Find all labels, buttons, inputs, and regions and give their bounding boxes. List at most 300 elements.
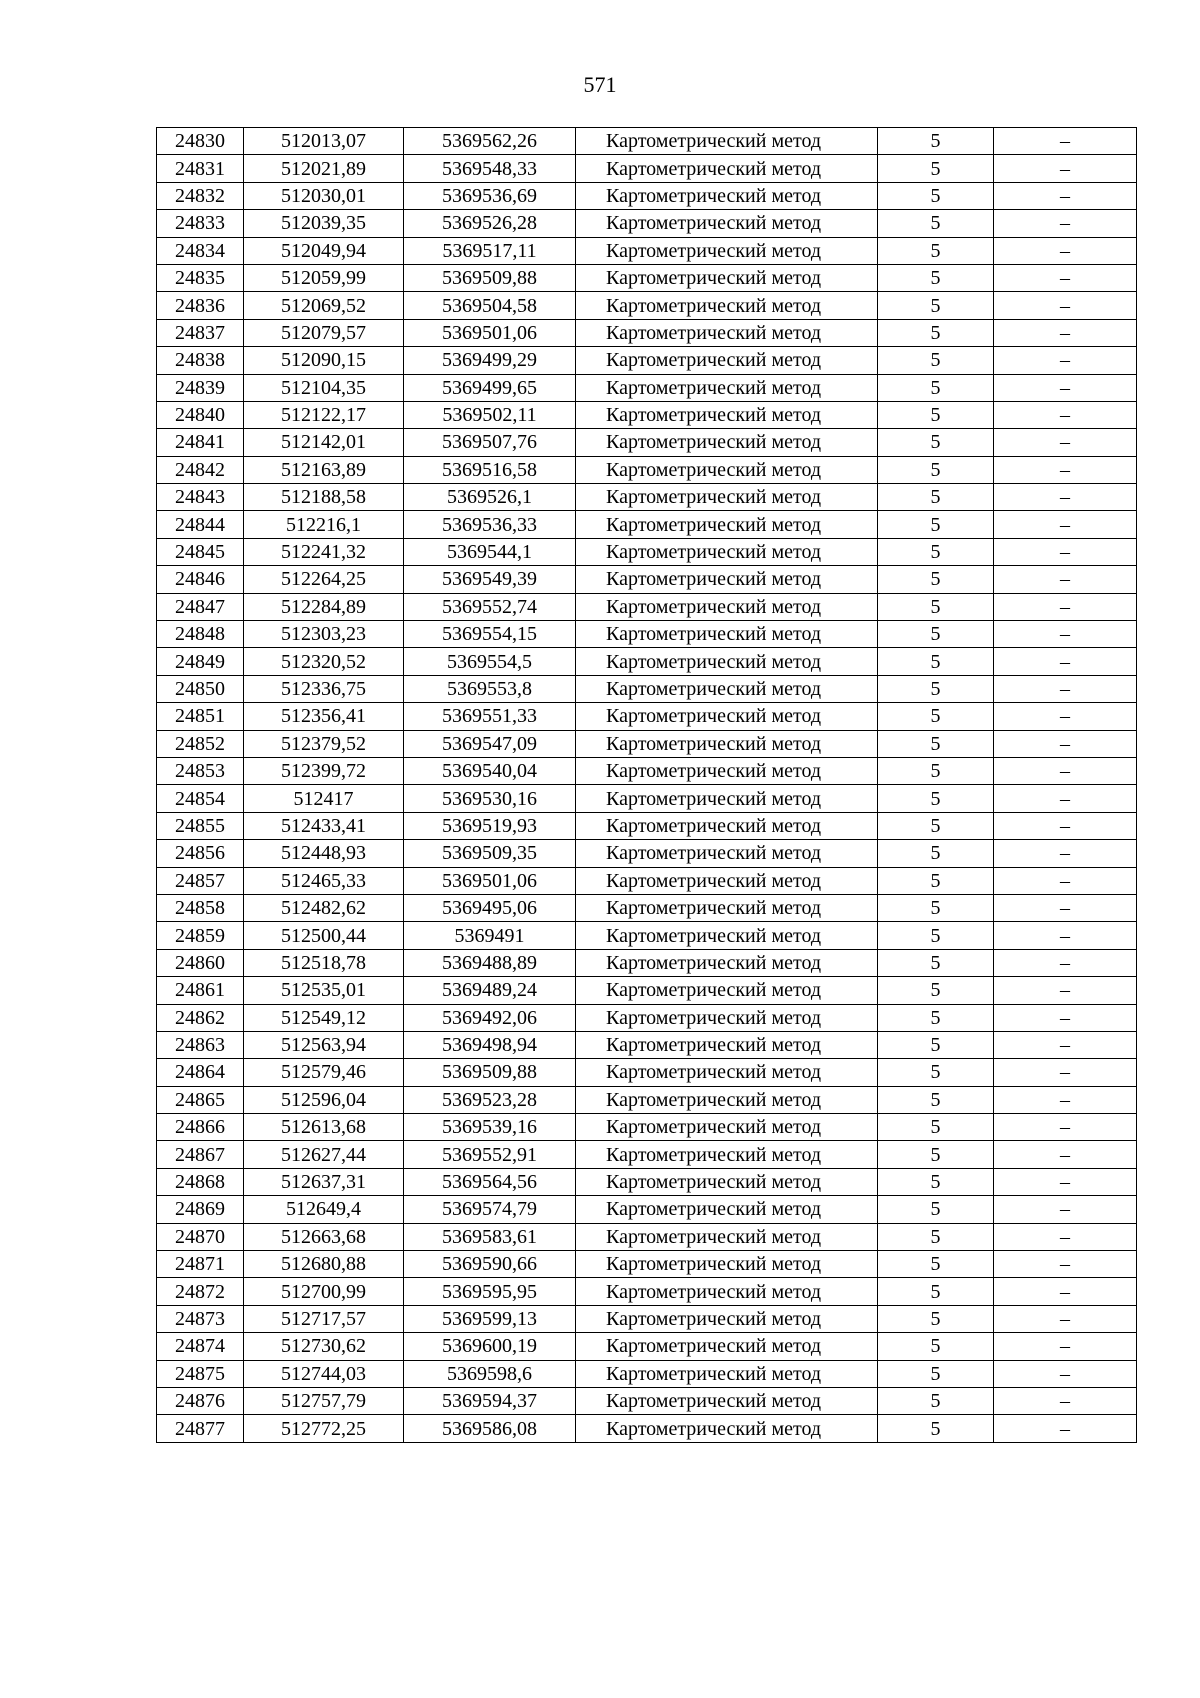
description-cell: – bbox=[994, 922, 1137, 949]
accuracy-cell: 5 bbox=[878, 1031, 994, 1058]
y-coordinate-cell: 5369552,74 bbox=[404, 593, 576, 620]
x-coordinate-cell: 512579,46 bbox=[244, 1059, 404, 1086]
point-number-cell: 24875 bbox=[157, 1360, 244, 1387]
table-row bbox=[157, 1004, 1137, 1031]
point-number-cell: 24868 bbox=[157, 1168, 244, 1195]
description-cell: – bbox=[994, 1415, 1137, 1442]
accuracy-cell: 5 bbox=[878, 1415, 994, 1442]
table-row bbox=[157, 1031, 1137, 1058]
x-coordinate-cell: 512059,99 bbox=[244, 264, 404, 291]
method-cell: Картометрический метод bbox=[576, 1415, 878, 1442]
method-cell: Картометрический метод bbox=[576, 1031, 878, 1058]
accuracy-cell: 5 bbox=[878, 1278, 994, 1305]
description-cell: – bbox=[994, 511, 1137, 538]
y-coordinate-cell: 5369539,16 bbox=[404, 1114, 576, 1141]
y-coordinate-cell: 5369554,15 bbox=[404, 621, 576, 648]
table-row bbox=[157, 1251, 1137, 1278]
description-cell: – bbox=[994, 566, 1137, 593]
point-number-cell: 24873 bbox=[157, 1305, 244, 1332]
description-cell: – bbox=[994, 949, 1137, 976]
accuracy-cell: 5 bbox=[878, 840, 994, 867]
method-cell: Картометрический метод bbox=[576, 1086, 878, 1113]
x-coordinate-cell: 512649,4 bbox=[244, 1196, 404, 1223]
y-coordinate-cell: 5369574,79 bbox=[404, 1196, 576, 1223]
table-row bbox=[157, 703, 1137, 730]
description-cell: – bbox=[994, 401, 1137, 428]
point-number-cell: 24842 bbox=[157, 456, 244, 483]
point-number-cell: 24874 bbox=[157, 1333, 244, 1360]
point-number-cell: 24838 bbox=[157, 347, 244, 374]
x-coordinate-cell: 512142,01 bbox=[244, 429, 404, 456]
point-number-cell: 24863 bbox=[157, 1031, 244, 1058]
point-number-cell: 24850 bbox=[157, 675, 244, 702]
accuracy-cell: 5 bbox=[878, 1333, 994, 1360]
method-cell: Картометрический метод bbox=[576, 648, 878, 675]
x-coordinate-cell: 512264,25 bbox=[244, 566, 404, 593]
description-cell: – bbox=[994, 374, 1137, 401]
table-row bbox=[157, 1415, 1137, 1442]
accuracy-cell: 5 bbox=[878, 155, 994, 182]
method-cell: Картометрический метод bbox=[576, 182, 878, 209]
description-cell: – bbox=[994, 757, 1137, 784]
method-cell: Картометрический метод bbox=[576, 1387, 878, 1414]
y-coordinate-cell: 5369530,16 bbox=[404, 785, 576, 812]
method-cell: Картометрический метод bbox=[576, 840, 878, 867]
point-number-cell: 24848 bbox=[157, 621, 244, 648]
accuracy-cell: 5 bbox=[878, 812, 994, 839]
description-cell: – bbox=[994, 894, 1137, 921]
table-row bbox=[157, 867, 1137, 894]
x-coordinate-cell: 512241,32 bbox=[244, 538, 404, 565]
x-coordinate-cell: 512021,89 bbox=[244, 155, 404, 182]
method-cell: Картометрический метод bbox=[576, 757, 878, 784]
x-coordinate-cell: 512079,57 bbox=[244, 319, 404, 346]
table-row bbox=[157, 347, 1137, 374]
description-cell: – bbox=[994, 675, 1137, 702]
point-number-cell: 24867 bbox=[157, 1141, 244, 1168]
y-coordinate-cell: 5369507,76 bbox=[404, 429, 576, 456]
table-row bbox=[157, 757, 1137, 784]
description-cell: – bbox=[994, 264, 1137, 291]
description-cell: – bbox=[994, 621, 1137, 648]
x-coordinate-cell: 512188,58 bbox=[244, 484, 404, 511]
x-coordinate-cell: 512284,89 bbox=[244, 593, 404, 620]
table-row bbox=[157, 977, 1137, 1004]
x-coordinate-cell: 512757,79 bbox=[244, 1387, 404, 1414]
table-row bbox=[157, 593, 1137, 620]
description-cell: – bbox=[994, 292, 1137, 319]
x-coordinate-cell: 512090,15 bbox=[244, 347, 404, 374]
point-number-cell: 24861 bbox=[157, 977, 244, 1004]
coordinates-table bbox=[156, 127, 1137, 1443]
method-cell: Картометрический метод bbox=[576, 155, 878, 182]
point-number-cell: 24853 bbox=[157, 757, 244, 784]
accuracy-cell: 5 bbox=[878, 593, 994, 620]
table-row bbox=[157, 1168, 1137, 1195]
x-coordinate-cell: 512535,01 bbox=[244, 977, 404, 1004]
y-coordinate-cell: 5369488,89 bbox=[404, 949, 576, 976]
description-cell: – bbox=[994, 155, 1137, 182]
page-number: 571 bbox=[583, 72, 617, 97]
accuracy-cell: 5 bbox=[878, 1086, 994, 1113]
accuracy-cell: 5 bbox=[878, 1004, 994, 1031]
accuracy-cell: 5 bbox=[878, 347, 994, 374]
x-coordinate-cell: 512465,33 bbox=[244, 867, 404, 894]
x-coordinate-cell: 512744,03 bbox=[244, 1360, 404, 1387]
table-row bbox=[157, 1196, 1137, 1223]
table-row bbox=[157, 1141, 1137, 1168]
y-coordinate-cell: 5369523,28 bbox=[404, 1086, 576, 1113]
table-row bbox=[157, 374, 1137, 401]
x-coordinate-cell: 512730,62 bbox=[244, 1333, 404, 1360]
table-row bbox=[157, 155, 1137, 182]
method-cell: Картометрический метод bbox=[576, 621, 878, 648]
description-cell: – bbox=[994, 1141, 1137, 1168]
point-number-cell: 24844 bbox=[157, 511, 244, 538]
y-coordinate-cell: 5369517,11 bbox=[404, 237, 576, 264]
description-cell: – bbox=[994, 1031, 1137, 1058]
method-cell: Картометрический метод bbox=[576, 374, 878, 401]
y-coordinate-cell: 5369547,09 bbox=[404, 730, 576, 757]
point-number-cell: 24835 bbox=[157, 264, 244, 291]
point-number-cell: 24877 bbox=[157, 1415, 244, 1442]
method-cell: Картометрический метод bbox=[576, 538, 878, 565]
point-number-cell: 24862 bbox=[157, 1004, 244, 1031]
description-cell: – bbox=[994, 456, 1137, 483]
y-coordinate-cell: 5369499,65 bbox=[404, 374, 576, 401]
point-number-cell: 24849 bbox=[157, 648, 244, 675]
x-coordinate-cell: 512104,35 bbox=[244, 374, 404, 401]
table-row bbox=[157, 1360, 1137, 1387]
point-number-cell: 24865 bbox=[157, 1086, 244, 1113]
method-cell: Картометрический метод bbox=[576, 949, 878, 976]
description-cell: – bbox=[994, 785, 1137, 812]
method-cell: Картометрический метод bbox=[576, 401, 878, 428]
description-cell: – bbox=[994, 1223, 1137, 1250]
method-cell: Картометрический метод bbox=[576, 703, 878, 730]
y-coordinate-cell: 5369583,61 bbox=[404, 1223, 576, 1250]
accuracy-cell: 5 bbox=[878, 1059, 994, 1086]
description-cell: – bbox=[994, 1086, 1137, 1113]
description-cell: – bbox=[994, 1360, 1137, 1387]
x-coordinate-cell: 512717,57 bbox=[244, 1305, 404, 1332]
description-cell: – bbox=[994, 867, 1137, 894]
y-coordinate-cell: 5369554,5 bbox=[404, 648, 576, 675]
x-coordinate-cell: 512013,07 bbox=[244, 128, 404, 155]
table-row bbox=[157, 484, 1137, 511]
point-number-cell: 24830 bbox=[157, 128, 244, 155]
x-coordinate-cell: 512336,75 bbox=[244, 675, 404, 702]
accuracy-cell: 5 bbox=[878, 210, 994, 237]
y-coordinate-cell: 5369552,91 bbox=[404, 1141, 576, 1168]
accuracy-cell: 5 bbox=[878, 703, 994, 730]
x-coordinate-cell: 512433,41 bbox=[244, 812, 404, 839]
y-coordinate-cell: 5369499,29 bbox=[404, 347, 576, 374]
table-row bbox=[157, 511, 1137, 538]
accuracy-cell: 5 bbox=[878, 319, 994, 346]
method-cell: Картометрический метод bbox=[576, 456, 878, 483]
x-coordinate-cell: 512482,62 bbox=[244, 894, 404, 921]
method-cell: Картометрический метод bbox=[576, 1141, 878, 1168]
method-cell: Картометрический метод bbox=[576, 128, 878, 155]
table-row bbox=[157, 922, 1137, 949]
description-cell: – bbox=[994, 1168, 1137, 1195]
x-coordinate-cell: 512596,04 bbox=[244, 1086, 404, 1113]
point-number-cell: 24836 bbox=[157, 292, 244, 319]
method-cell: Картометрический метод bbox=[576, 730, 878, 757]
x-coordinate-cell: 512772,25 bbox=[244, 1415, 404, 1442]
method-cell: Картометрический метод bbox=[576, 785, 878, 812]
y-coordinate-cell: 5369504,58 bbox=[404, 292, 576, 319]
point-number-cell: 24859 bbox=[157, 922, 244, 949]
table-row bbox=[157, 456, 1137, 483]
method-cell: Картометрический метод bbox=[576, 1196, 878, 1223]
description-cell: – bbox=[994, 593, 1137, 620]
accuracy-cell: 5 bbox=[878, 867, 994, 894]
table-row bbox=[157, 785, 1137, 812]
table-row bbox=[157, 429, 1137, 456]
accuracy-cell: 5 bbox=[878, 182, 994, 209]
accuracy-cell: 5 bbox=[878, 237, 994, 264]
y-coordinate-cell: 5369599,13 bbox=[404, 1305, 576, 1332]
y-coordinate-cell: 5369489,24 bbox=[404, 977, 576, 1004]
accuracy-cell: 5 bbox=[878, 1223, 994, 1250]
method-cell: Картометрический метод bbox=[576, 812, 878, 839]
description-cell: – bbox=[994, 319, 1137, 346]
x-coordinate-cell: 512216,1 bbox=[244, 511, 404, 538]
table-row bbox=[157, 1387, 1137, 1414]
description-cell: – bbox=[994, 1333, 1137, 1360]
point-number-cell: 24852 bbox=[157, 730, 244, 757]
y-coordinate-cell: 5369509,88 bbox=[404, 1059, 576, 1086]
method-cell: Картометрический метод bbox=[576, 237, 878, 264]
accuracy-cell: 5 bbox=[878, 264, 994, 291]
x-coordinate-cell: 512069,52 bbox=[244, 292, 404, 319]
x-coordinate-cell: 512417 bbox=[244, 785, 404, 812]
point-number-cell: 24860 bbox=[157, 949, 244, 976]
accuracy-cell: 5 bbox=[878, 538, 994, 565]
point-number-cell: 24856 bbox=[157, 840, 244, 867]
point-number-cell: 24872 bbox=[157, 1278, 244, 1305]
table-row bbox=[157, 1059, 1137, 1086]
description-cell: – bbox=[994, 812, 1137, 839]
method-cell: Картометрический метод bbox=[576, 867, 878, 894]
x-coordinate-cell: 512039,35 bbox=[244, 210, 404, 237]
point-number-cell: 24855 bbox=[157, 812, 244, 839]
accuracy-cell: 5 bbox=[878, 566, 994, 593]
description-cell: – bbox=[994, 237, 1137, 264]
description-cell: – bbox=[994, 210, 1137, 237]
point-number-cell: 24834 bbox=[157, 237, 244, 264]
method-cell: Картометрический метод bbox=[576, 484, 878, 511]
table-row bbox=[157, 812, 1137, 839]
point-number-cell: 24833 bbox=[157, 210, 244, 237]
table-row bbox=[157, 237, 1137, 264]
y-coordinate-cell: 5369598,6 bbox=[404, 1360, 576, 1387]
table-row bbox=[157, 730, 1137, 757]
accuracy-cell: 5 bbox=[878, 922, 994, 949]
accuracy-cell: 5 bbox=[878, 456, 994, 483]
x-coordinate-cell: 512700,99 bbox=[244, 1278, 404, 1305]
point-number-cell: 24845 bbox=[157, 538, 244, 565]
method-cell: Картометрический метод bbox=[576, 566, 878, 593]
description-cell: – bbox=[994, 347, 1137, 374]
y-coordinate-cell: 5369586,08 bbox=[404, 1415, 576, 1442]
method-cell: Картометрический метод bbox=[576, 894, 878, 921]
method-cell: Картометрический метод bbox=[576, 264, 878, 291]
accuracy-cell: 5 bbox=[878, 292, 994, 319]
x-coordinate-cell: 512049,94 bbox=[244, 237, 404, 264]
accuracy-cell: 5 bbox=[878, 1251, 994, 1278]
y-coordinate-cell: 5369548,33 bbox=[404, 155, 576, 182]
table-row bbox=[157, 128, 1137, 155]
accuracy-cell: 5 bbox=[878, 621, 994, 648]
y-coordinate-cell: 5369526,28 bbox=[404, 210, 576, 237]
point-number-cell: 24869 bbox=[157, 1196, 244, 1223]
point-number-cell: 24871 bbox=[157, 1251, 244, 1278]
method-cell: Картометрический метод bbox=[576, 319, 878, 346]
table-row bbox=[157, 566, 1137, 593]
description-cell: – bbox=[994, 977, 1137, 1004]
x-coordinate-cell: 512448,93 bbox=[244, 840, 404, 867]
y-coordinate-cell: 5369544,1 bbox=[404, 538, 576, 565]
point-number-cell: 24870 bbox=[157, 1223, 244, 1250]
method-cell: Картометрический метод bbox=[576, 675, 878, 702]
table-row bbox=[157, 1086, 1137, 1113]
table-row bbox=[157, 1278, 1137, 1305]
point-number-cell: 24851 bbox=[157, 703, 244, 730]
method-cell: Картометрический метод bbox=[576, 977, 878, 1004]
x-coordinate-cell: 512680,88 bbox=[244, 1251, 404, 1278]
accuracy-cell: 5 bbox=[878, 401, 994, 428]
description-cell: – bbox=[994, 1059, 1137, 1086]
table-row bbox=[157, 621, 1137, 648]
y-coordinate-cell: 5369495,06 bbox=[404, 894, 576, 921]
point-number-cell: 24843 bbox=[157, 484, 244, 511]
method-cell: Картометрический метод bbox=[576, 1360, 878, 1387]
table-row bbox=[157, 292, 1137, 319]
y-coordinate-cell: 5369526,1 bbox=[404, 484, 576, 511]
accuracy-cell: 5 bbox=[878, 1360, 994, 1387]
description-cell: – bbox=[994, 1251, 1137, 1278]
x-coordinate-cell: 512030,01 bbox=[244, 182, 404, 209]
description-cell: – bbox=[994, 1114, 1137, 1141]
table-row bbox=[157, 1114, 1137, 1141]
table-row bbox=[157, 210, 1137, 237]
x-coordinate-cell: 512663,68 bbox=[244, 1223, 404, 1250]
point-number-cell: 24858 bbox=[157, 894, 244, 921]
method-cell: Картометрический метод bbox=[576, 347, 878, 374]
description-cell: – bbox=[994, 648, 1137, 675]
y-coordinate-cell: 5369551,33 bbox=[404, 703, 576, 730]
x-coordinate-cell: 512356,41 bbox=[244, 703, 404, 730]
method-cell: Картометрический метод bbox=[576, 1251, 878, 1278]
y-coordinate-cell: 5369536,33 bbox=[404, 511, 576, 538]
y-coordinate-cell: 5369600,19 bbox=[404, 1333, 576, 1360]
x-coordinate-cell: 512320,52 bbox=[244, 648, 404, 675]
x-coordinate-cell: 512549,12 bbox=[244, 1004, 404, 1031]
accuracy-cell: 5 bbox=[878, 675, 994, 702]
point-number-cell: 24846 bbox=[157, 566, 244, 593]
description-cell: – bbox=[994, 538, 1137, 565]
accuracy-cell: 5 bbox=[878, 648, 994, 675]
y-coordinate-cell: 5369536,69 bbox=[404, 182, 576, 209]
x-coordinate-cell: 512122,17 bbox=[244, 401, 404, 428]
method-cell: Картометрический метод bbox=[576, 1305, 878, 1332]
table-row bbox=[157, 1223, 1137, 1250]
y-coordinate-cell: 5369509,88 bbox=[404, 264, 576, 291]
description-cell: – bbox=[994, 1305, 1137, 1332]
description-cell: – bbox=[994, 1004, 1137, 1031]
description-cell: – bbox=[994, 840, 1137, 867]
method-cell: Картометрический метод bbox=[576, 1114, 878, 1141]
method-cell: Картометрический метод bbox=[576, 593, 878, 620]
point-number-cell: 24857 bbox=[157, 867, 244, 894]
description-cell: – bbox=[994, 429, 1137, 456]
table-row bbox=[157, 538, 1137, 565]
method-cell: Картометрический метод bbox=[576, 511, 878, 538]
x-coordinate-cell: 512163,89 bbox=[244, 456, 404, 483]
table-row bbox=[157, 675, 1137, 702]
table-row bbox=[157, 182, 1137, 209]
accuracy-cell: 5 bbox=[878, 1114, 994, 1141]
table-row bbox=[157, 319, 1137, 346]
y-coordinate-cell: 5369501,06 bbox=[404, 319, 576, 346]
x-coordinate-cell: 512399,72 bbox=[244, 757, 404, 784]
accuracy-cell: 5 bbox=[878, 484, 994, 511]
table-row bbox=[157, 949, 1137, 976]
y-coordinate-cell: 5369564,56 bbox=[404, 1168, 576, 1195]
point-number-cell: 24866 bbox=[157, 1114, 244, 1141]
accuracy-cell: 5 bbox=[878, 1387, 994, 1414]
x-coordinate-cell: 512637,31 bbox=[244, 1168, 404, 1195]
point-number-cell: 24837 bbox=[157, 319, 244, 346]
accuracy-cell: 5 bbox=[878, 1305, 994, 1332]
table-row bbox=[157, 1305, 1137, 1332]
y-coordinate-cell: 5369509,35 bbox=[404, 840, 576, 867]
y-coordinate-cell: 5369590,66 bbox=[404, 1251, 576, 1278]
accuracy-cell: 5 bbox=[878, 374, 994, 401]
x-coordinate-cell: 512500,44 bbox=[244, 922, 404, 949]
accuracy-cell: 5 bbox=[878, 511, 994, 538]
accuracy-cell: 5 bbox=[878, 949, 994, 976]
y-coordinate-cell: 5369594,37 bbox=[404, 1387, 576, 1414]
method-cell: Картометрический метод bbox=[576, 210, 878, 237]
table-row bbox=[157, 840, 1137, 867]
point-number-cell: 24876 bbox=[157, 1387, 244, 1414]
point-number-cell: 24840 bbox=[157, 401, 244, 428]
method-cell: Картометрический метод bbox=[576, 922, 878, 949]
x-coordinate-cell: 512518,78 bbox=[244, 949, 404, 976]
accuracy-cell: 5 bbox=[878, 757, 994, 784]
y-coordinate-cell: 5369553,8 bbox=[404, 675, 576, 702]
method-cell: Картометрический метод bbox=[576, 429, 878, 456]
description-cell: – bbox=[994, 703, 1137, 730]
y-coordinate-cell: 5369540,04 bbox=[404, 757, 576, 784]
method-cell: Картометрический метод bbox=[576, 1278, 878, 1305]
x-coordinate-cell: 512627,44 bbox=[244, 1141, 404, 1168]
description-cell: – bbox=[994, 730, 1137, 757]
point-number-cell: 24831 bbox=[157, 155, 244, 182]
accuracy-cell: 5 bbox=[878, 1196, 994, 1223]
accuracy-cell: 5 bbox=[878, 1168, 994, 1195]
y-coordinate-cell: 5369492,06 bbox=[404, 1004, 576, 1031]
accuracy-cell: 5 bbox=[878, 128, 994, 155]
method-cell: Картометрический метод bbox=[576, 292, 878, 319]
table-row bbox=[157, 648, 1137, 675]
method-cell: Картометрический метод bbox=[576, 1223, 878, 1250]
description-cell: – bbox=[994, 1387, 1137, 1414]
